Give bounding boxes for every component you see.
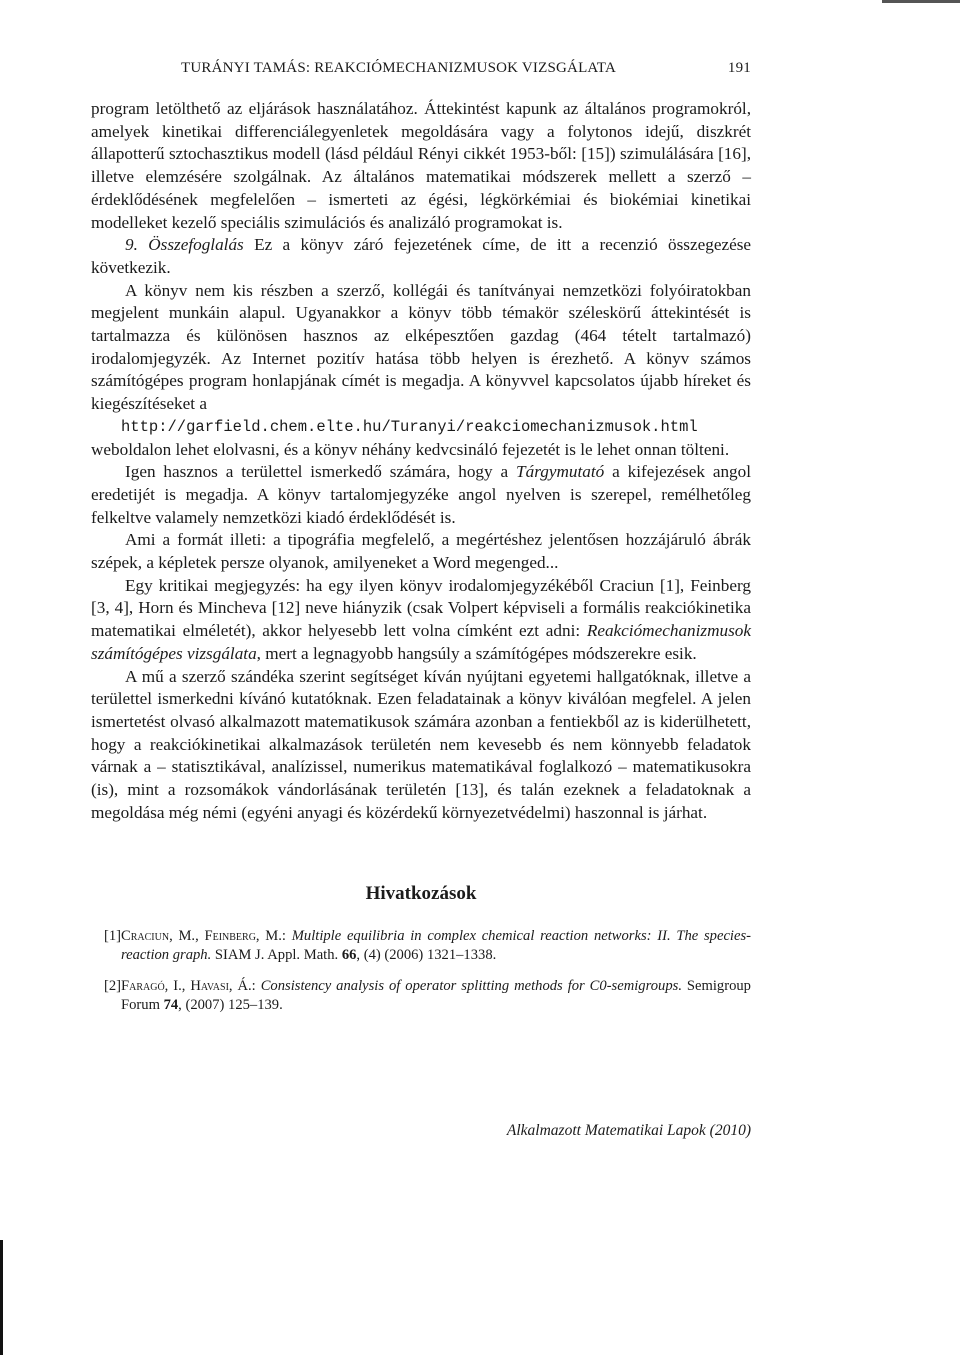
reference-volume: 74: [163, 996, 179, 1013]
running-title: TURÁNYI TAMÁS: REAKCIÓMECHANIZMUSOK VIZSGÁLATA: [181, 60, 617, 76]
reference-item: [91, 977, 751, 1015]
reference-number: [2]: [104, 977, 122, 994]
paragraph-1: program letölthető az eljárások használatához. Áttekintést kapunk az általános programokról, amelyek kinetikai differenciálegyenletek megoldására vagy a folytonos idejű, diszkrét állapotterű sztochasztikus modell (lásd például Rényi cikkét 1953-ből: [15]) szimulálására [16], illetve elemzésére szolgálnak. Az általános matematikai módszerek mellett a szerző – érdeklődésének megfelelően – ismerteti az égési, légkörkémiai és biokémiai kinetikai modelleket kezelő speciális szimulációs és analizáló programokat is.: [91, 99, 751, 232]
journal-footer: Alkalmazott Matematikai Lapok (2010): [506, 1122, 751, 1139]
paragraph-4-text: Igen hasznos a területtel ismerkedő számára, hogy a: [125, 462, 509, 482]
page-number: 191: [727, 60, 751, 76]
subject-index-term: Tárgymutató: [516, 462, 605, 482]
running-head: [91, 60, 751, 84]
section-9-paragraph: [91, 234, 751, 279]
scan-edge-bar: [0, 1240, 3, 1355]
suggested-title: Reakciómechanizmusok számítógépes vizsgálata: [91, 621, 752, 663]
paragraph-5: Ami a formát illeti: a tipográfia megfelelő, a megértéshez jelentősen hozzájáruló ábrák szépek, a képletek persze olyanok, amilyeneket a Word megenged...: [91, 530, 751, 573]
reference-title: Multiple equilibria in complex chemical reaction networks: II. The species-reaction graph.: [121, 927, 751, 963]
paragraph-4: [91, 461, 751, 529]
reference-item: [91, 927, 751, 965]
paragraph-3-text: A könyv nem kis részben a szerző, kollégái és tanítványai nemzetközi folyóiratokban megjelent munkáin alapul. Ugyanakkor a könyv több témakör széleskörű áttekintését is tartalmazza és különösen hasznos az elképesztően gazdag (464 tételt tartalmazó) irodalomjegyzék. Az Internet pozitív hatása több helyen is érezhető. A könyv számos számítógépes program honlapjának címét is megadja. A könyvvel kapcsolatos újabb híreket és kiegészítéseket a: [91, 280, 751, 414]
references-title: Hivatkozások: [365, 882, 477, 904]
scan-edge-line: [882, 0, 960, 3]
paragraph-4-continued: a kifejezések angol eredetijét is megadja. A könyv tartalomjegyzéke angol nyelven is szerepel, remélhetőleg felkeltve valamely nemzetközi kiadó érdeklődését is.: [91, 462, 752, 527]
paragraph-6-continued: , mert a legnagyobb hangsúly a számítógépes módszerekre esik.: [256, 643, 697, 663]
reference-authors: Craciun, M., Feinberg, M.:: [121, 927, 286, 944]
reference-number: [1]: [104, 927, 122, 944]
reference-list: [91, 927, 751, 1015]
page: [91, 60, 751, 1027]
reference-title: Consistency analysis of operator splitting methods for C0-semigroups.: [260, 977, 682, 994]
paragraph-3: [91, 280, 751, 462]
website-url: http://garfield.chem.elte.hu/Turanyi/reakciomechanizmusok.html: [121, 417, 698, 436]
reference-volume: 66: [341, 946, 357, 963]
reference-details: , (4) (2006) 1321–1338.: [356, 946, 497, 963]
reference-journal: Semigroup Forum: [121, 977, 751, 1013]
paragraph-6: [91, 575, 751, 666]
section-text: Ez a könyv záró fejezetének címe, de itt a recenzió összegezése következik.: [91, 235, 752, 277]
reference-details: , (2007) 125–139.: [178, 996, 283, 1013]
reference-journal: SIAM J. Appl. Math.: [214, 946, 339, 963]
paragraph-7: A mű a szerző szándéka szerint segítséget kíván nyújtani egyetemi hallgatóknak, illetve a területtel ismerkedni kívánó kutatóknak. Ezen feladatainak a könyv kiválóan megfelel. A jelen ismertetést olvasó alkalmazott matematikusok számára azonban a fentiekből az is kiderülhetett, hogy a reakciókinetikai alkalmazások területén nem kevesebb és nem könnyebb feladatok várnak a – statisztikával, analízissel, numerikus matematikával foglalkozó – matematikusokra (is), mint a rozsomákok vándorlásának területén [13], és talán ezeknek a feladatoknak a megoldása még némi (egyéni anyagi és közérdekű környezetvédelmi) haszonnal is járhat.: [91, 666, 751, 822]
paragraph-6-text: Egy kritikai megjegyzés: ha egy ilyen könyv irodalomjegyzékéből Craciun [1], Feinberg [3, 4], Horn és Mincheva [12] neve hiányzik (csak Volpert képviseli a formális reakciókinetika matematikai elméletét), akkor helyesebb lett volna címként ezt adni:: [91, 575, 751, 641]
reference-authors: Faragó, I., Havasi, Á.:: [121, 977, 256, 994]
paragraph-3-continued: weboldalon lehet elolvasni, és a könyv néhány kedvcsináló fejezetét is le lehet onnan tölteni.: [91, 439, 730, 459]
section-heading: Összefoglalás: [148, 235, 244, 255]
section-number: 9.: [125, 235, 138, 255]
body-text: [91, 98, 751, 825]
